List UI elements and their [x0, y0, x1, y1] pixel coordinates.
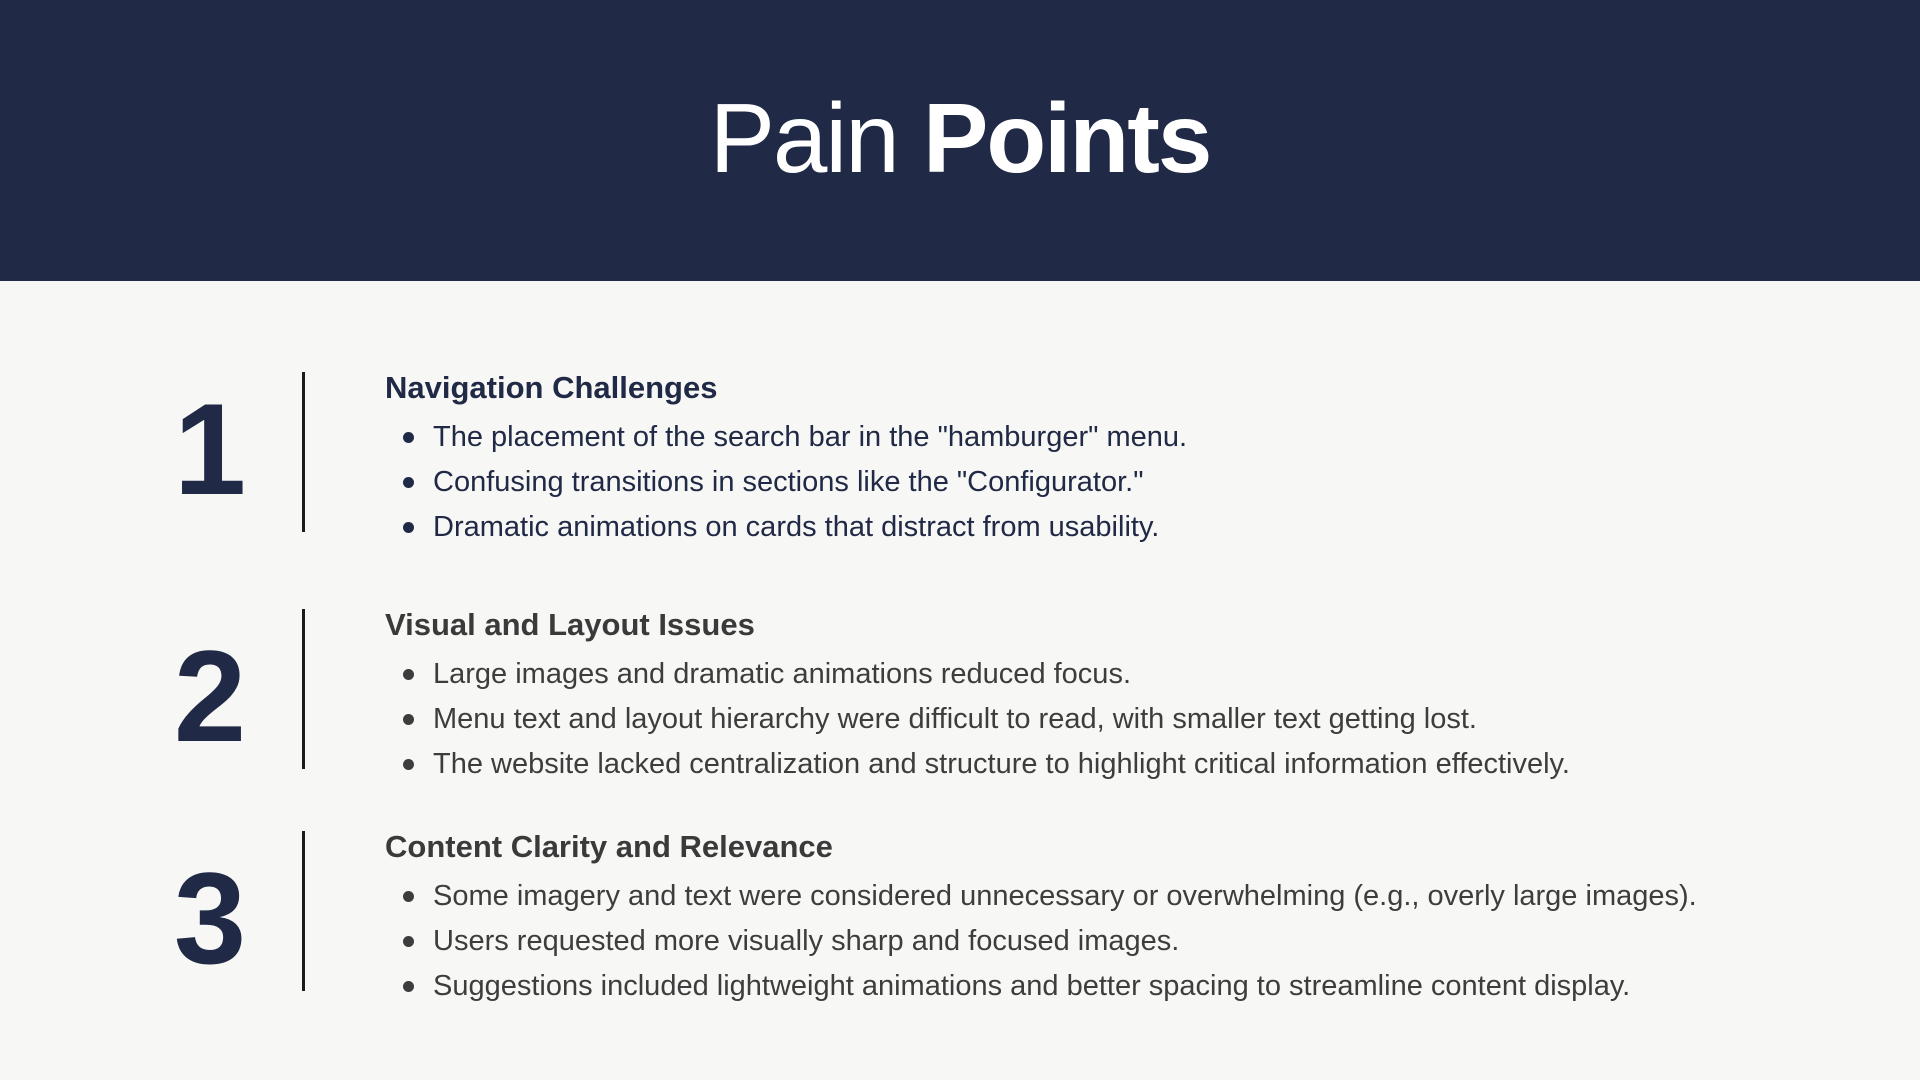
bullet-item	[385, 460, 1885, 505]
point-content	[385, 831, 1885, 1009]
point-heading: Visual and Layout Issues	[385, 607, 755, 642]
bullet-text: Confusing transitions in sections like the "Configurator."	[433, 466, 1144, 498]
bullet-dot-icon	[403, 759, 414, 770]
bullet-item	[385, 697, 1885, 742]
vertical-divider	[302, 609, 305, 769]
bullet-dot-icon	[403, 522, 414, 533]
bullet-dot-icon	[403, 981, 414, 992]
bullet-item	[385, 919, 1885, 964]
point-heading: Content Clarity and Relevance	[385, 829, 833, 864]
bullet-text: The placement of the search bar in the "hamburger" menu.	[433, 421, 1188, 453]
page-title	[709, 82, 1211, 193]
vertical-divider	[302, 831, 305, 991]
bullet-item	[385, 505, 1885, 550]
bullet-item	[385, 964, 1885, 1009]
bullet-dot-icon	[403, 432, 414, 443]
bullet-item	[385, 742, 1885, 787]
bullet-list	[385, 652, 1885, 787]
bullet-item	[385, 415, 1885, 460]
bullet-item	[385, 652, 1885, 697]
bullet-dot-icon	[403, 891, 414, 902]
pain-point-3	[0, 831, 1920, 1001]
bullet-item	[385, 874, 1885, 919]
point-heading: Navigation Challenges	[385, 370, 718, 405]
pain-point-1	[0, 372, 1920, 542]
point-content	[385, 372, 1885, 550]
bullet-dot-icon	[403, 669, 414, 680]
bullet-text: Users requested more visually sharp and focused images.	[433, 925, 1180, 957]
pain-point-2	[0, 609, 1920, 779]
bullet-text: Dramatic animations on cards that distract from usability.	[433, 511, 1160, 543]
bullet-dot-icon	[403, 477, 414, 488]
point-content	[385, 609, 1885, 787]
bullet-list	[385, 415, 1885, 550]
bullet-text: Large images and dramatic animations reduced focus.	[433, 658, 1131, 690]
bullet-text: Suggestions included lightweight animations and better spacing to streamline content display.	[433, 970, 1631, 1002]
point-number: 1	[173, 376, 247, 522]
bullet-list	[385, 874, 1885, 1009]
bullet-dot-icon	[403, 714, 414, 725]
bullet-dot-icon	[403, 936, 414, 947]
bullet-text: Some imagery and text were considered unnecessary or overwhelming (e.g., overly large images).	[433, 880, 1697, 912]
header-banner	[0, 0, 1920, 281]
point-number: 3	[173, 845, 247, 991]
bullet-text: Menu text and layout hierarchy were difficult to read, with smaller text getting lost.	[433, 703, 1477, 735]
title-bold-word: Points	[922, 82, 1211, 193]
title-light-word: Pain	[709, 82, 898, 193]
bullet-text: The website lacked centralization and structure to highlight critical information effectively.	[433, 748, 1570, 780]
point-number: 2	[173, 623, 247, 769]
vertical-divider	[302, 372, 305, 532]
